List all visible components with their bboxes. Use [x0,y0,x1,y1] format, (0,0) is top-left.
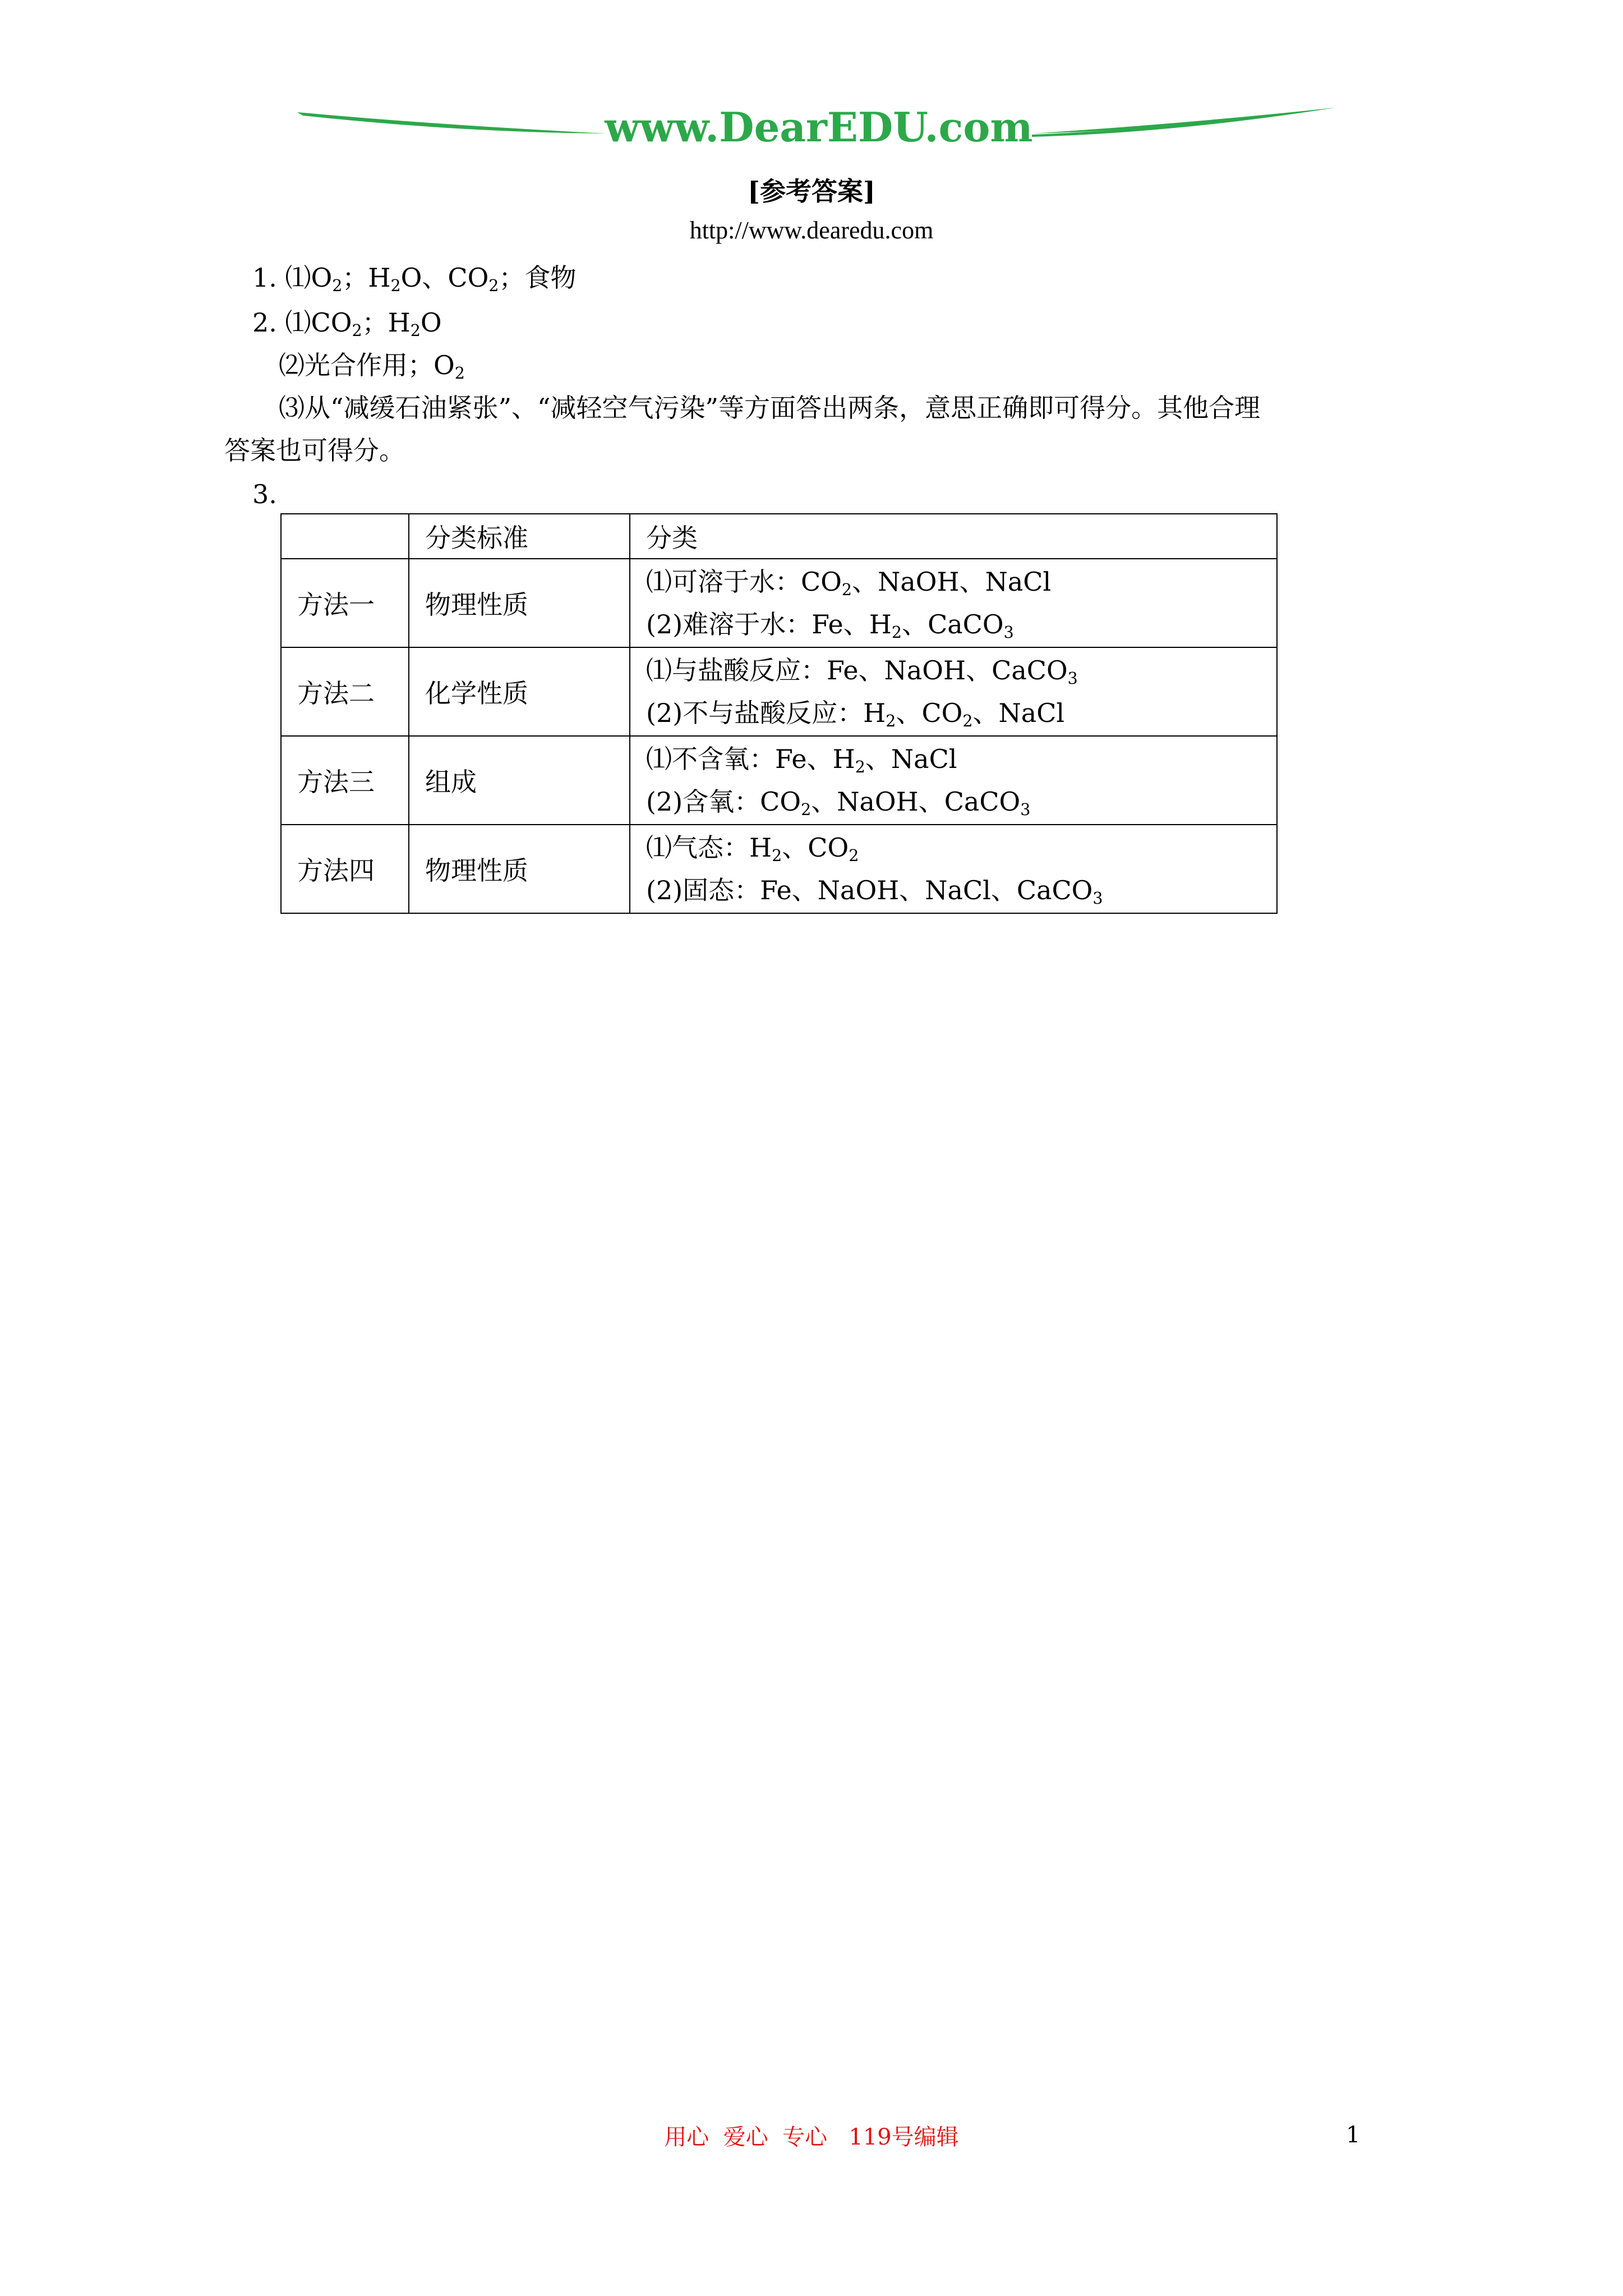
answer-2-line-2: ⑵光合作用；$O_2$ [279,350,465,383]
table-row [281,736,1277,825]
classification-cell [630,736,1277,825]
classification-table [280,513,1278,914]
logo-swoosh-left-thin [297,112,606,134]
method-cell: 方法二 [281,647,409,736]
classification-line: ⑴气态：$H_2$、$CO_2$ [646,832,859,865]
answer-1-number: 1. [252,263,277,293]
classification-cell [630,559,1277,647]
classification-cell [630,825,1277,913]
table-header-cell: 分类标准 [409,514,630,559]
table-header-cell: 分类 [630,514,1277,559]
logo-swoosh-right [1032,108,1335,134]
classification-line: ⑴不含氧：Fe、$H_2$、NaCl [646,744,957,776]
answer-3-number: 3. [252,479,277,509]
criterion-cell: 物理性质 [409,825,630,913]
method-cell: 方法三 [281,736,409,825]
criterion-cell: 物理性质 [409,559,630,647]
classification-line: (2)难溶于水：Fe、$H_2$、CaCO$_3$ [646,609,1014,642]
answer-2-line-3: ⑶从“减缓石油紧张”、“减轻空气污染”等方面答出两条，意思正确即可得分。其他合理 [279,393,1261,423]
classification-line: (2)含氧：$CO_2$、NaOH、CaCO$_3$ [646,786,1031,819]
table-row [281,825,1277,913]
table-header-row [281,514,1277,559]
method-cell: 方法一 [281,559,409,647]
table-row [281,647,1277,736]
classification-line: ⑴与盐酸反应：Fe、NaOH、CaCO$_3$ [646,655,1078,688]
method-cell: 方法四 [281,825,409,913]
classification-line: (2)不与盐酸反应：$H_2$、$CO_2$、NaCl [646,698,1065,730]
table-row [281,559,1277,647]
classification-cell [630,647,1277,736]
page-title: [参考答案] [748,176,875,206]
source-url: http://www.dearedu.com [689,217,934,244]
site-logo-banner [292,95,1340,157]
answer-2-line-1: 2. $⑴CO_2$；$H_2O$ [252,307,442,340]
footer-slogan: 用心 爱心 专心 119号编辑 [664,2124,959,2150]
classification-line: ⑴可溶于水：$CO_2$、NaOH、NaCl [646,567,1052,599]
page-number: 1 [1346,2122,1361,2148]
table-header-cell [281,514,409,559]
answer-2-number: 2. [252,307,277,338]
answer-1 [252,263,577,295]
classification-line: (2)固态：Fe、NaOH、NaCl、CaCO$_3$ [646,875,1103,908]
criterion-cell: 化学性质 [409,647,630,736]
answer-1-text: $⑴O_2$；$H_2O$、$CO_2$；食物 [285,263,577,295]
criterion-cell: 组成 [409,736,630,825]
logo-text: www.DearEDU.com [605,103,1033,151]
logo-swoosh-left [297,112,606,134]
answer-2-line-4: 答案也可得分。 [224,435,405,466]
